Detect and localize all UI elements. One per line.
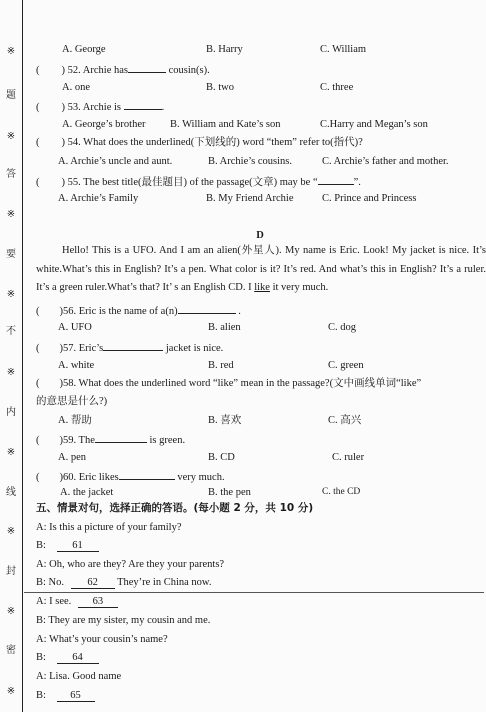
answer-blank — [128, 62, 166, 73]
answer-paren-open: ( — [36, 472, 40, 483]
answer-paren-open: ( — [36, 378, 40, 389]
question-59-text-end: is green. — [149, 435, 186, 446]
q56-option-a: A. UFO — [58, 322, 92, 333]
dialog-line-7 — [36, 633, 168, 646]
question-60-text: 60. Eric likes — [63, 472, 119, 483]
margin-char: 不 — [6, 326, 16, 337]
dialog-line-10 — [36, 689, 95, 702]
section-5-heading: 五、情景对句，选择正确的答语。(每小题 2 分，共 10 分) — [36, 502, 314, 514]
question-58 — [36, 377, 421, 390]
question-53-text: 53. Archie is — [67, 102, 121, 113]
dialog-line-6 — [36, 614, 210, 627]
question-55-text: 55. The best title(最佳题目) of the passage(文章) may be “ — [67, 177, 318, 188]
answer-paren-close: ) — [61, 102, 65, 113]
answer-paren-open: ( — [36, 177, 40, 188]
q60-option-a: A. the jacket — [60, 487, 114, 498]
q57-option-a: A. white — [58, 360, 95, 371]
answer-paren-close: ) — [59, 378, 63, 389]
speaker: B: — [36, 652, 46, 663]
question-55-text-end: ”. — [353, 177, 361, 188]
answer-blank — [178, 303, 236, 314]
answer-paren-close: ) — [61, 65, 65, 76]
q53-option-a: A. George’s brother — [62, 119, 146, 130]
answer-blank-65: 65 — [57, 690, 95, 702]
dialog-text: They are my sister, my cousin and me. — [48, 615, 211, 626]
speaker: A: — [36, 634, 47, 645]
answer-paren-close: ) — [59, 435, 63, 446]
divider-line — [24, 592, 484, 593]
margin-char: 线 — [6, 487, 16, 498]
q53-option-c: C.Harry and Megan’s son — [320, 119, 428, 130]
question-58-text: 58. What does the underlined word “like” mean in the passage?(文中画线单词“like” — [63, 378, 422, 389]
question-59-text: 59. The — [63, 435, 95, 446]
passage-text-end: it very much. — [269, 282, 329, 293]
dialog-line-8 — [36, 651, 99, 664]
speaker: A: — [36, 671, 47, 682]
answer-blank-62: 62 — [71, 577, 115, 589]
q53-option-b: B. William and Kate’s son — [170, 119, 281, 130]
question-52-text: 52. Archie has — [67, 65, 128, 76]
worksheet-content — [36, 0, 484, 712]
q58-option-a: A. 帮助 — [58, 415, 92, 426]
margin-char: ※ — [6, 209, 16, 220]
question-56-text: 56. Eric is the name of a(n) — [63, 306, 178, 317]
margin-char: ※ — [6, 46, 16, 57]
question-52-text-end: cousin(s). — [168, 65, 210, 76]
q54-option-c: C. Archie’s father and mother. — [322, 156, 449, 167]
q54-option-a: A. Archie’s uncle and aunt. — [58, 156, 173, 167]
q54-option-b: B. Archie’s cousins. — [208, 156, 292, 167]
q55-option-b: B. My Friend Archie — [206, 193, 294, 204]
underlined-like: like — [254, 282, 270, 293]
dialog-text: Lisa. Good name — [49, 671, 122, 682]
q59-option-b: B. CD — [208, 452, 235, 463]
margin-char: ※ — [6, 447, 16, 458]
answer-paren-open: ( — [36, 435, 40, 446]
margin-char: ※ — [6, 526, 16, 537]
question-57 — [36, 340, 223, 355]
q58-option-b: B. 喜欢 — [208, 415, 242, 426]
answer-blank — [103, 340, 163, 351]
speaker: B: — [36, 540, 46, 551]
answer-blank — [119, 469, 175, 480]
q52-option-a: A. one — [62, 82, 90, 93]
dialog-line-4 — [36, 576, 211, 589]
q52-option-c: C. three — [320, 82, 354, 93]
question-53-text-end: . — [161, 102, 165, 113]
dialog-line-3 — [36, 558, 224, 571]
margin-char: ※ — [6, 289, 16, 300]
question-56 — [36, 303, 241, 318]
question-54-text: 54. What does the underlined(下划线的) word “them” refer to(指代)? — [67, 137, 363, 148]
question-54 — [36, 136, 363, 149]
answer-blank-64: 64 — [57, 652, 99, 664]
dialog-line-5 — [36, 595, 118, 608]
margin-char: 内 — [6, 407, 16, 418]
question-53 — [36, 99, 164, 114]
answer-paren-close: ) — [59, 306, 63, 317]
answer-blank-61: 61 — [57, 540, 99, 552]
answer-paren-close: ) — [61, 137, 65, 148]
dialog-line-1 — [36, 521, 182, 534]
dialog-line-9 — [36, 670, 121, 683]
margin-char: 密 — [6, 645, 16, 656]
q51-option-b: B. Harry — [206, 44, 243, 55]
answer-blank — [95, 432, 147, 443]
question-59 — [36, 432, 185, 447]
q60-option-b: B. the pen — [208, 487, 251, 498]
q56-option-b: B. alien — [208, 322, 241, 333]
answer-paren-open: ( — [36, 102, 40, 113]
question-56-text-end: . — [238, 306, 241, 317]
dialog-text: What’s your cousin’s name? — [48, 634, 168, 645]
margin-char: 封 — [6, 566, 16, 577]
q60-option-c: C. the CD — [322, 487, 361, 497]
answer-blank — [124, 99, 162, 110]
binding-margin — [0, 0, 23, 712]
q56-option-c: C. dog — [328, 322, 357, 333]
q55-option-a: A. Archie’s Family — [58, 193, 139, 204]
question-55 — [36, 174, 361, 189]
q59-option-a: A. pen — [58, 452, 86, 463]
speaker: A: — [36, 596, 47, 607]
q57-option-b: B. red — [208, 360, 234, 371]
answer-blank-63: 63 — [78, 596, 118, 608]
answer-paren-open: ( — [36, 343, 40, 354]
passage-text: Hello! This is a UFO. And I am an alien(外星人). My name is Eric. Look! My jacket is nice. It’s white.What’s this in English? It’s a pen. What color is it? It’s red. And what’s this in English? It’s a ruler. It’s a green ruler.What’s that? It’ s an English CD. I — [36, 245, 486, 293]
reading-passage — [36, 242, 486, 298]
speaker: B: — [36, 577, 46, 588]
answer-paren-close: ) — [59, 472, 63, 483]
speaker: A: — [36, 522, 47, 533]
answer-paren-open: ( — [36, 137, 40, 148]
question-60-text-end: very much. — [177, 472, 225, 483]
question-52 — [36, 62, 210, 77]
q58-option-c: C. 高兴 — [328, 415, 362, 426]
question-58-text-cont: 的意思是什么?) — [36, 396, 108, 407]
q55-option-c: C. Prince and Princess — [322, 193, 417, 204]
q59-option-c: C. ruler — [332, 452, 365, 463]
speaker: B: — [36, 690, 46, 701]
answer-blank — [318, 174, 354, 185]
dialog-text: Oh, who are they? Are they your parents? — [49, 559, 225, 570]
margin-char: 要 — [6, 249, 16, 260]
margin-char: ※ — [6, 686, 16, 697]
dialog-line-2 — [36, 539, 99, 552]
answer-paren-close: ) — [59, 343, 63, 354]
answer-paren-open: ( — [36, 306, 40, 317]
dialog-text: Is this a picture of your family? — [49, 522, 182, 533]
q52-option-b: B. two — [206, 82, 235, 93]
section-d-heading: D — [256, 230, 264, 241]
question-60 — [36, 469, 225, 484]
q51-option-c: C. William — [320, 44, 367, 55]
margin-char: ※ — [6, 131, 16, 142]
margin-char: 题 — [6, 90, 16, 101]
answer-paren-close: ) — [61, 177, 65, 188]
dialog-text: No. — [48, 577, 65, 588]
dialog-text: I see. — [49, 596, 72, 607]
margin-char: ※ — [6, 606, 16, 617]
question-57-text: 57. Eric’s — [63, 343, 104, 354]
speaker: B: — [36, 615, 46, 626]
dialog-text-after: They’re in China now. — [117, 577, 212, 588]
question-57-text-end: jacket is nice. — [165, 343, 224, 354]
margin-char: ※ — [6, 367, 16, 378]
speaker: A: — [36, 559, 47, 570]
answer-paren-open: ( — [36, 65, 40, 76]
q51-option-a: A. George — [62, 44, 106, 55]
margin-char: 答 — [6, 169, 16, 180]
q57-option-c: C. green — [328, 360, 364, 371]
